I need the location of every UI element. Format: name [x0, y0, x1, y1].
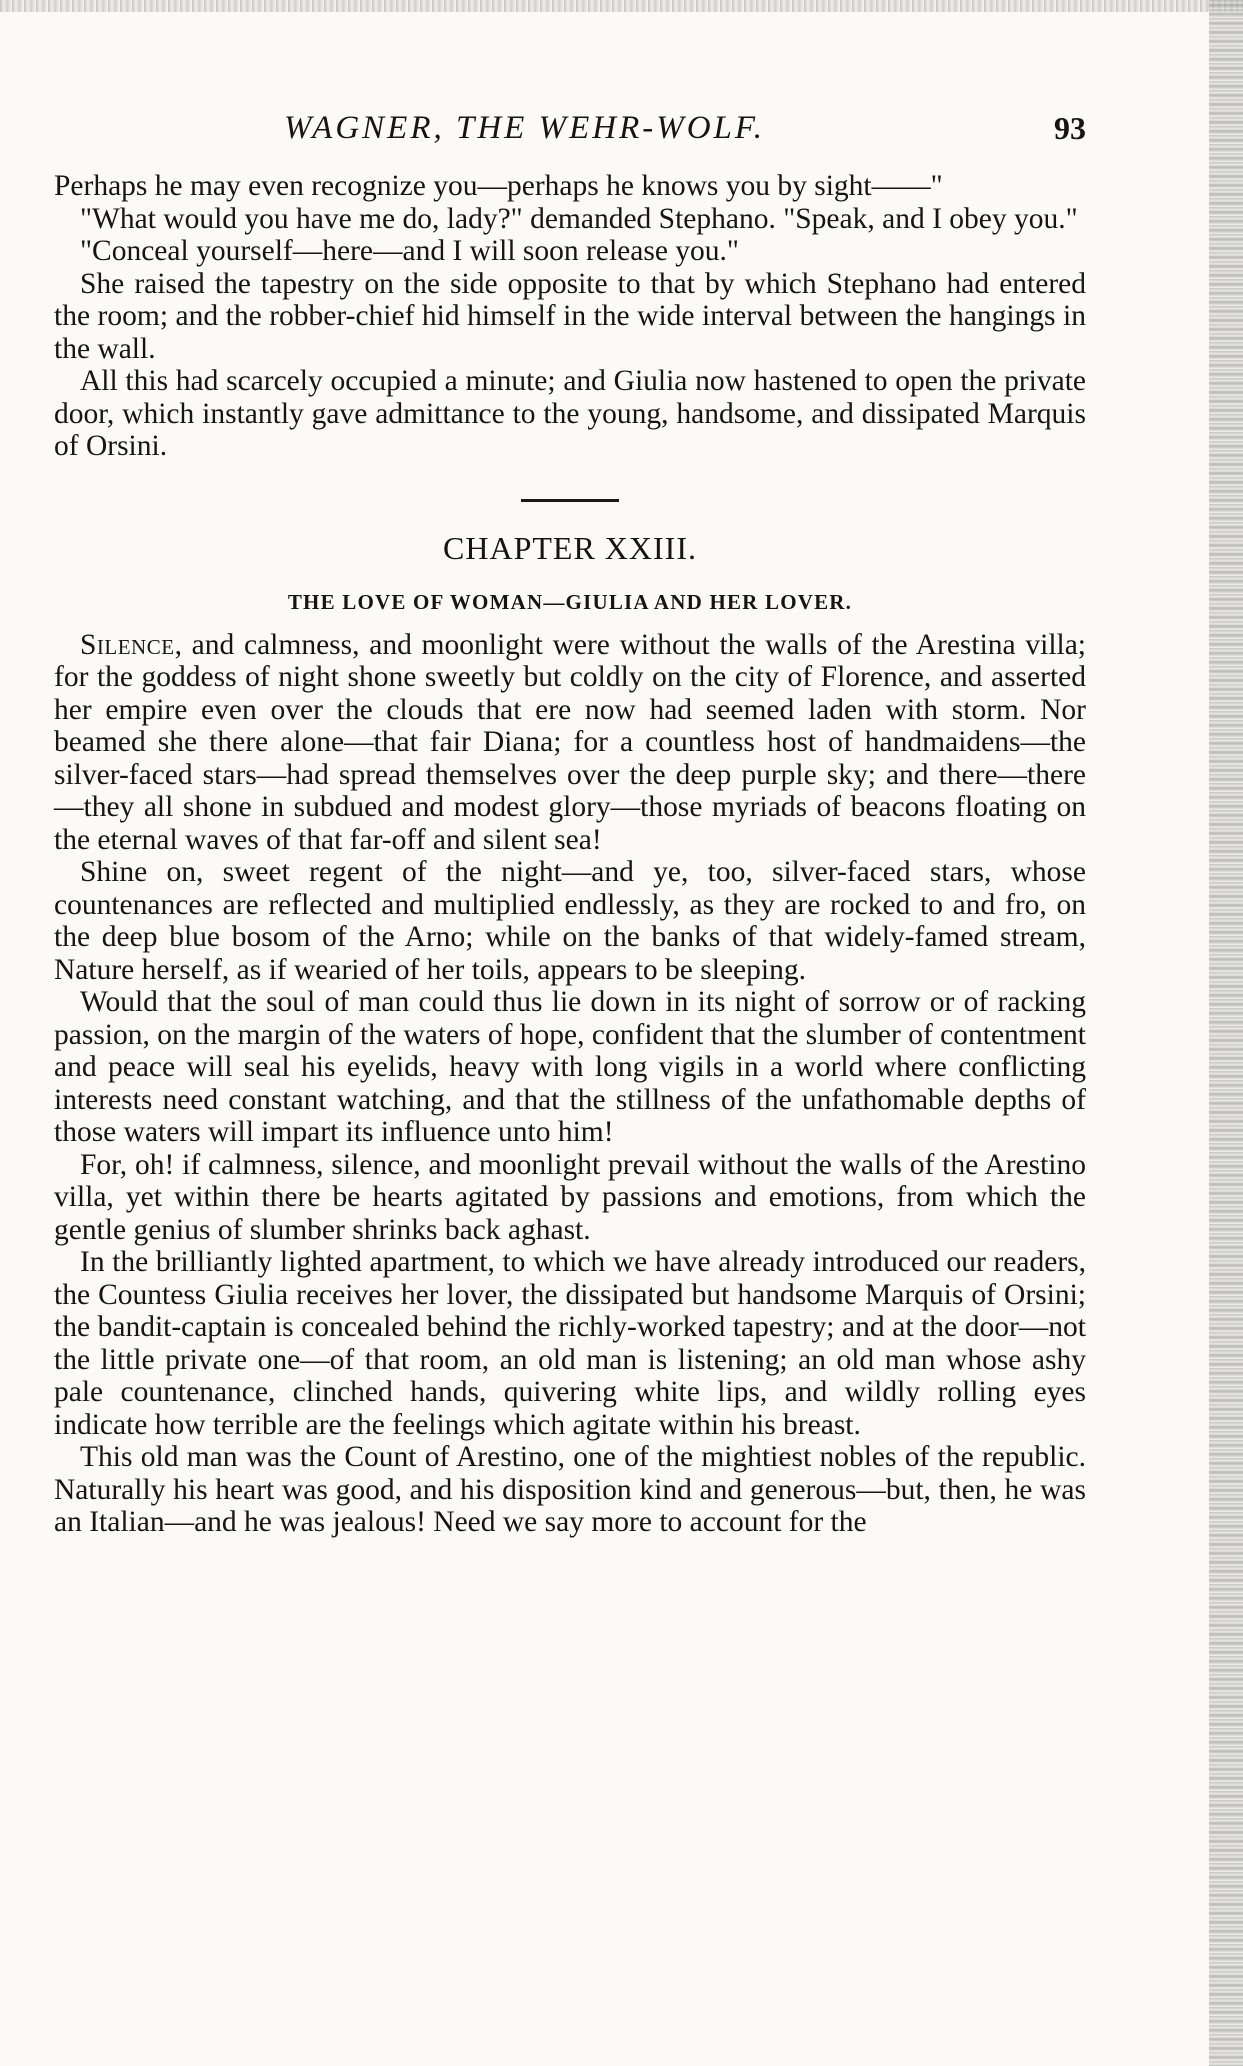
paragraph: For, oh! if calmness, silence, and moonlight prevail without the walls of the Arestino villa, yet within there be hearts agitated by passions and emotions, from which the gentle genius of slumber shrinks back aghast. — [54, 1148, 1086, 1246]
scan-edge-top — [0, 0, 1243, 12]
paragraph: All this had scarcely occupied a minute; and Giulia now hastened to open the private door, which instantly gave admittance to the young, handsome, and dissipated Marquis of Orsini. — [54, 365, 1086, 462]
paragraph: Would that the soul of man could thus lie down in its night of sorrow or of racking passion, on the margin of the waters of hope, confident that the slumber of contentment and peace will seal his eyelids, heavy with long vigils in a world where conflicting interests need constant watching, and that the stillness of the unfathomable depths of those waters will impart its influence unto him! — [54, 986, 1086, 1148]
paragraph: Shine on, sweet regent of the night—and ye, too, silver-faced stars, whose countenances are reflected and multiplied endlessly, as they are rocked to and fro, on the deep blue bosom of the Arno; while on the banks of that widely-famed stream, Nature herself, as if wearied of her toils, appears to be sleeping. — [54, 856, 1086, 986]
paragraph: She raised the tapestry on the side opposite to that by which Stephano had entered the room; and the robber-chief hid himself in the wide interval between the hangings in the wall. — [54, 267, 1086, 365]
section-divider — [521, 499, 619, 502]
paragraph: "What would you have me do, lady?" demanded Stephano. "Speak, and I obey you." — [80, 202, 1078, 235]
chapter-subtitle: THE LOVE OF WOMAN—GIULIA AND HER LOVER. — [287, 589, 853, 614]
paragraph: In the brilliantly lighted apartment, to which we have already introduced our readers, the Countess Giulia receives her lover, the dissipated but handsome Marquis of Orsini; the bandit-captain is concealed behind the richly-worked tapestry; and at the door—not the little private one—of that room, an old man is listening; an old man whose ashy pale countenance, clinched hands, quivering white lips, and wildly rolling eyes indicate how terrible are the feelings which agitate within his breast. — [54, 1246, 1086, 1441]
first-paragraph-text: , and calmness, and moonlight were without the walls of the Arestina villa; for the goddess of night shone sweetly but coldly on the city of Florence, and asserted her empire even over the clouds that ere now had seemed laden with storm. Nor beamed she there alone—that fair Diana; for a countless host of handmaidens—the silver-faced stars—had spread themselves over the deep purple sky; and there—there—they all shone in subdued and modest glory—those myriads of beacons floating on the eternal waves of that far-off and silent sea! — [54, 628, 1086, 856]
paragraph: This old man was the Count of Arestino, one of the mightiest nobles of the republic. Naturally his heart was good, and his disposition kind and generous—but, then, he was an Italian—and he was jealous! Need we say more to account for the — [54, 1441, 1086, 1538]
scan-edge-right — [1209, 0, 1243, 2066]
paragraph: Perhaps he may even recognize you—perhaps he knows you by sight——" — [54, 170, 943, 202]
running-title: WAGNER, THE WEHR-WOLF. — [284, 110, 766, 146]
paragraph: "Conceal yourself—here—and I will soon release you." — [80, 235, 739, 267]
chapter-title: CHAPTER XXIII. — [443, 529, 697, 566]
chapter-first-paragraph — [54, 629, 1086, 857]
book-page — [54, 110, 1086, 1539]
drop-word: Silence — [80, 628, 175, 661]
page-number: 93 — [1054, 110, 1086, 146]
running-head — [54, 110, 1086, 170]
